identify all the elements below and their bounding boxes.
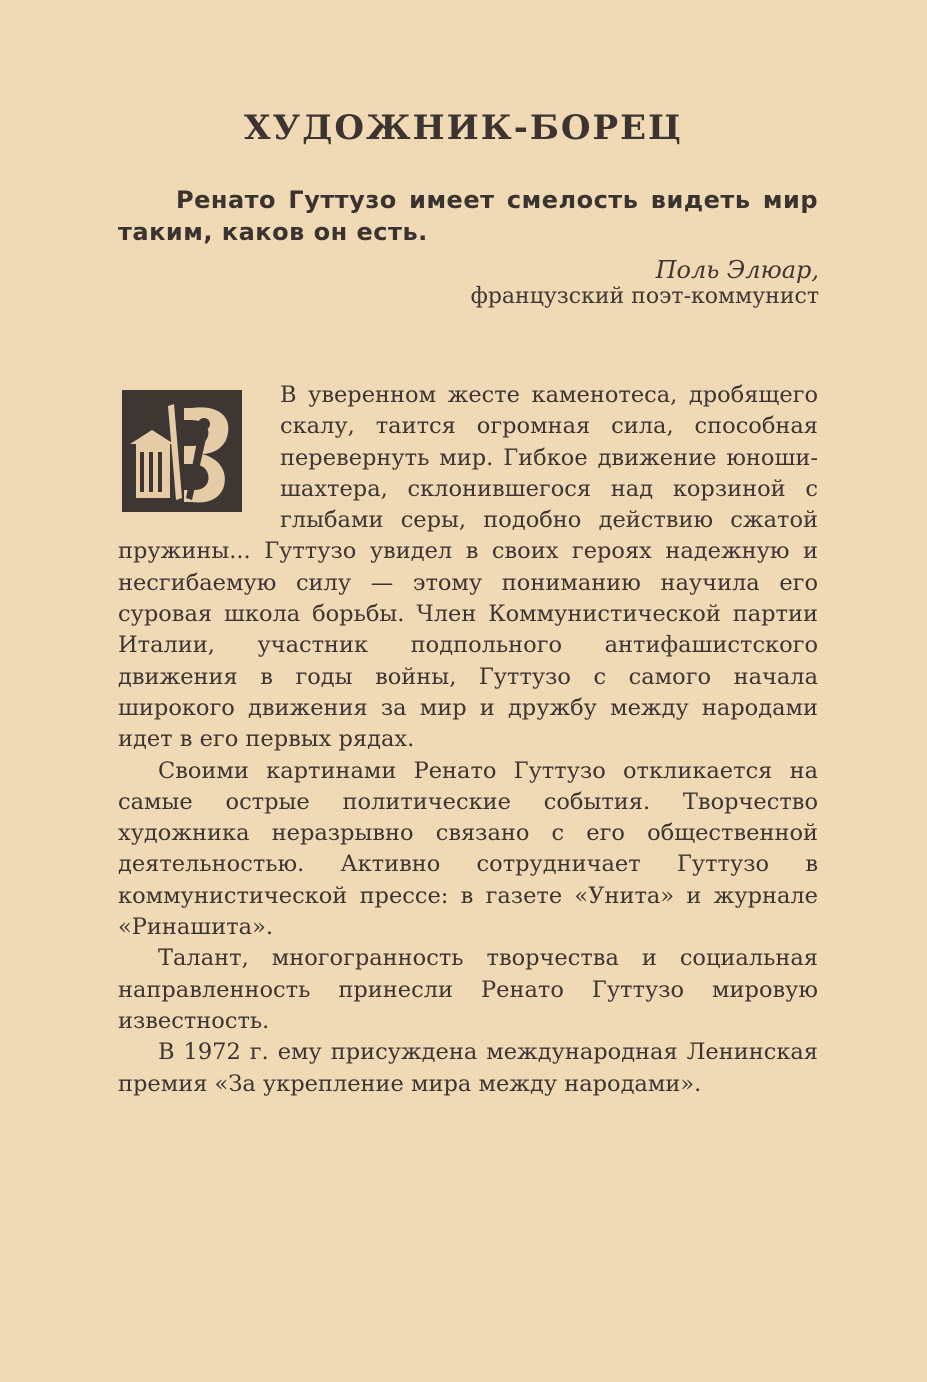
paragraph-2: Своими картинами Ренато Гуттузо откликается на самые острые политические события. Творчество художника неразрывно связано с его общественной деятельностью. Активно сотрудничает Гуттузо в коммунистической прессе: в газете «Унита» и журнале «Ринашита». [118, 757, 818, 941]
paragraph-1: В уверенном жесте каменотеса, дробящего скалу, таится огромная сила, способная перевернуть мир. Гибкое движение юноши-шахтера, склонившегося над корзиной с глыбами серы, подобно действию сжатой пружины... Гуттузо увидел в своих героях надежную и несгибаемую силу — этому пониманию научила его суровая школа борьбы. Член Коммунистической партии Италии, участник подпольного антифашистского движения в годы войны, Гуттузо с самого начала широкого движения за мир и дружбу между народами идет в его первых рядах. [118, 382, 818, 753]
epigraph-text: Ренато Гуттузо имеет смелость видеть мир таким, каков он есть. [118, 186, 818, 246]
article-body [118, 380, 818, 1100]
paragraph-4: В 1972 г. ему присуждена международная Ленинская премия «За укрепление мира между народами». [118, 1039, 818, 1097]
epigraph-author-role: французский поэт-коммунист [470, 284, 819, 309]
drop-cap-illustration-icon [122, 390, 242, 512]
paragraph-3: Талант, многогранность творчества и социальная направленность принесли Ренато Гуттузо мировую известность. [118, 945, 818, 1034]
page-title: ХУДОЖНИК-БОРЕЦ [244, 108, 683, 148]
epigraph-author: Поль Элюар, [655, 256, 819, 284]
